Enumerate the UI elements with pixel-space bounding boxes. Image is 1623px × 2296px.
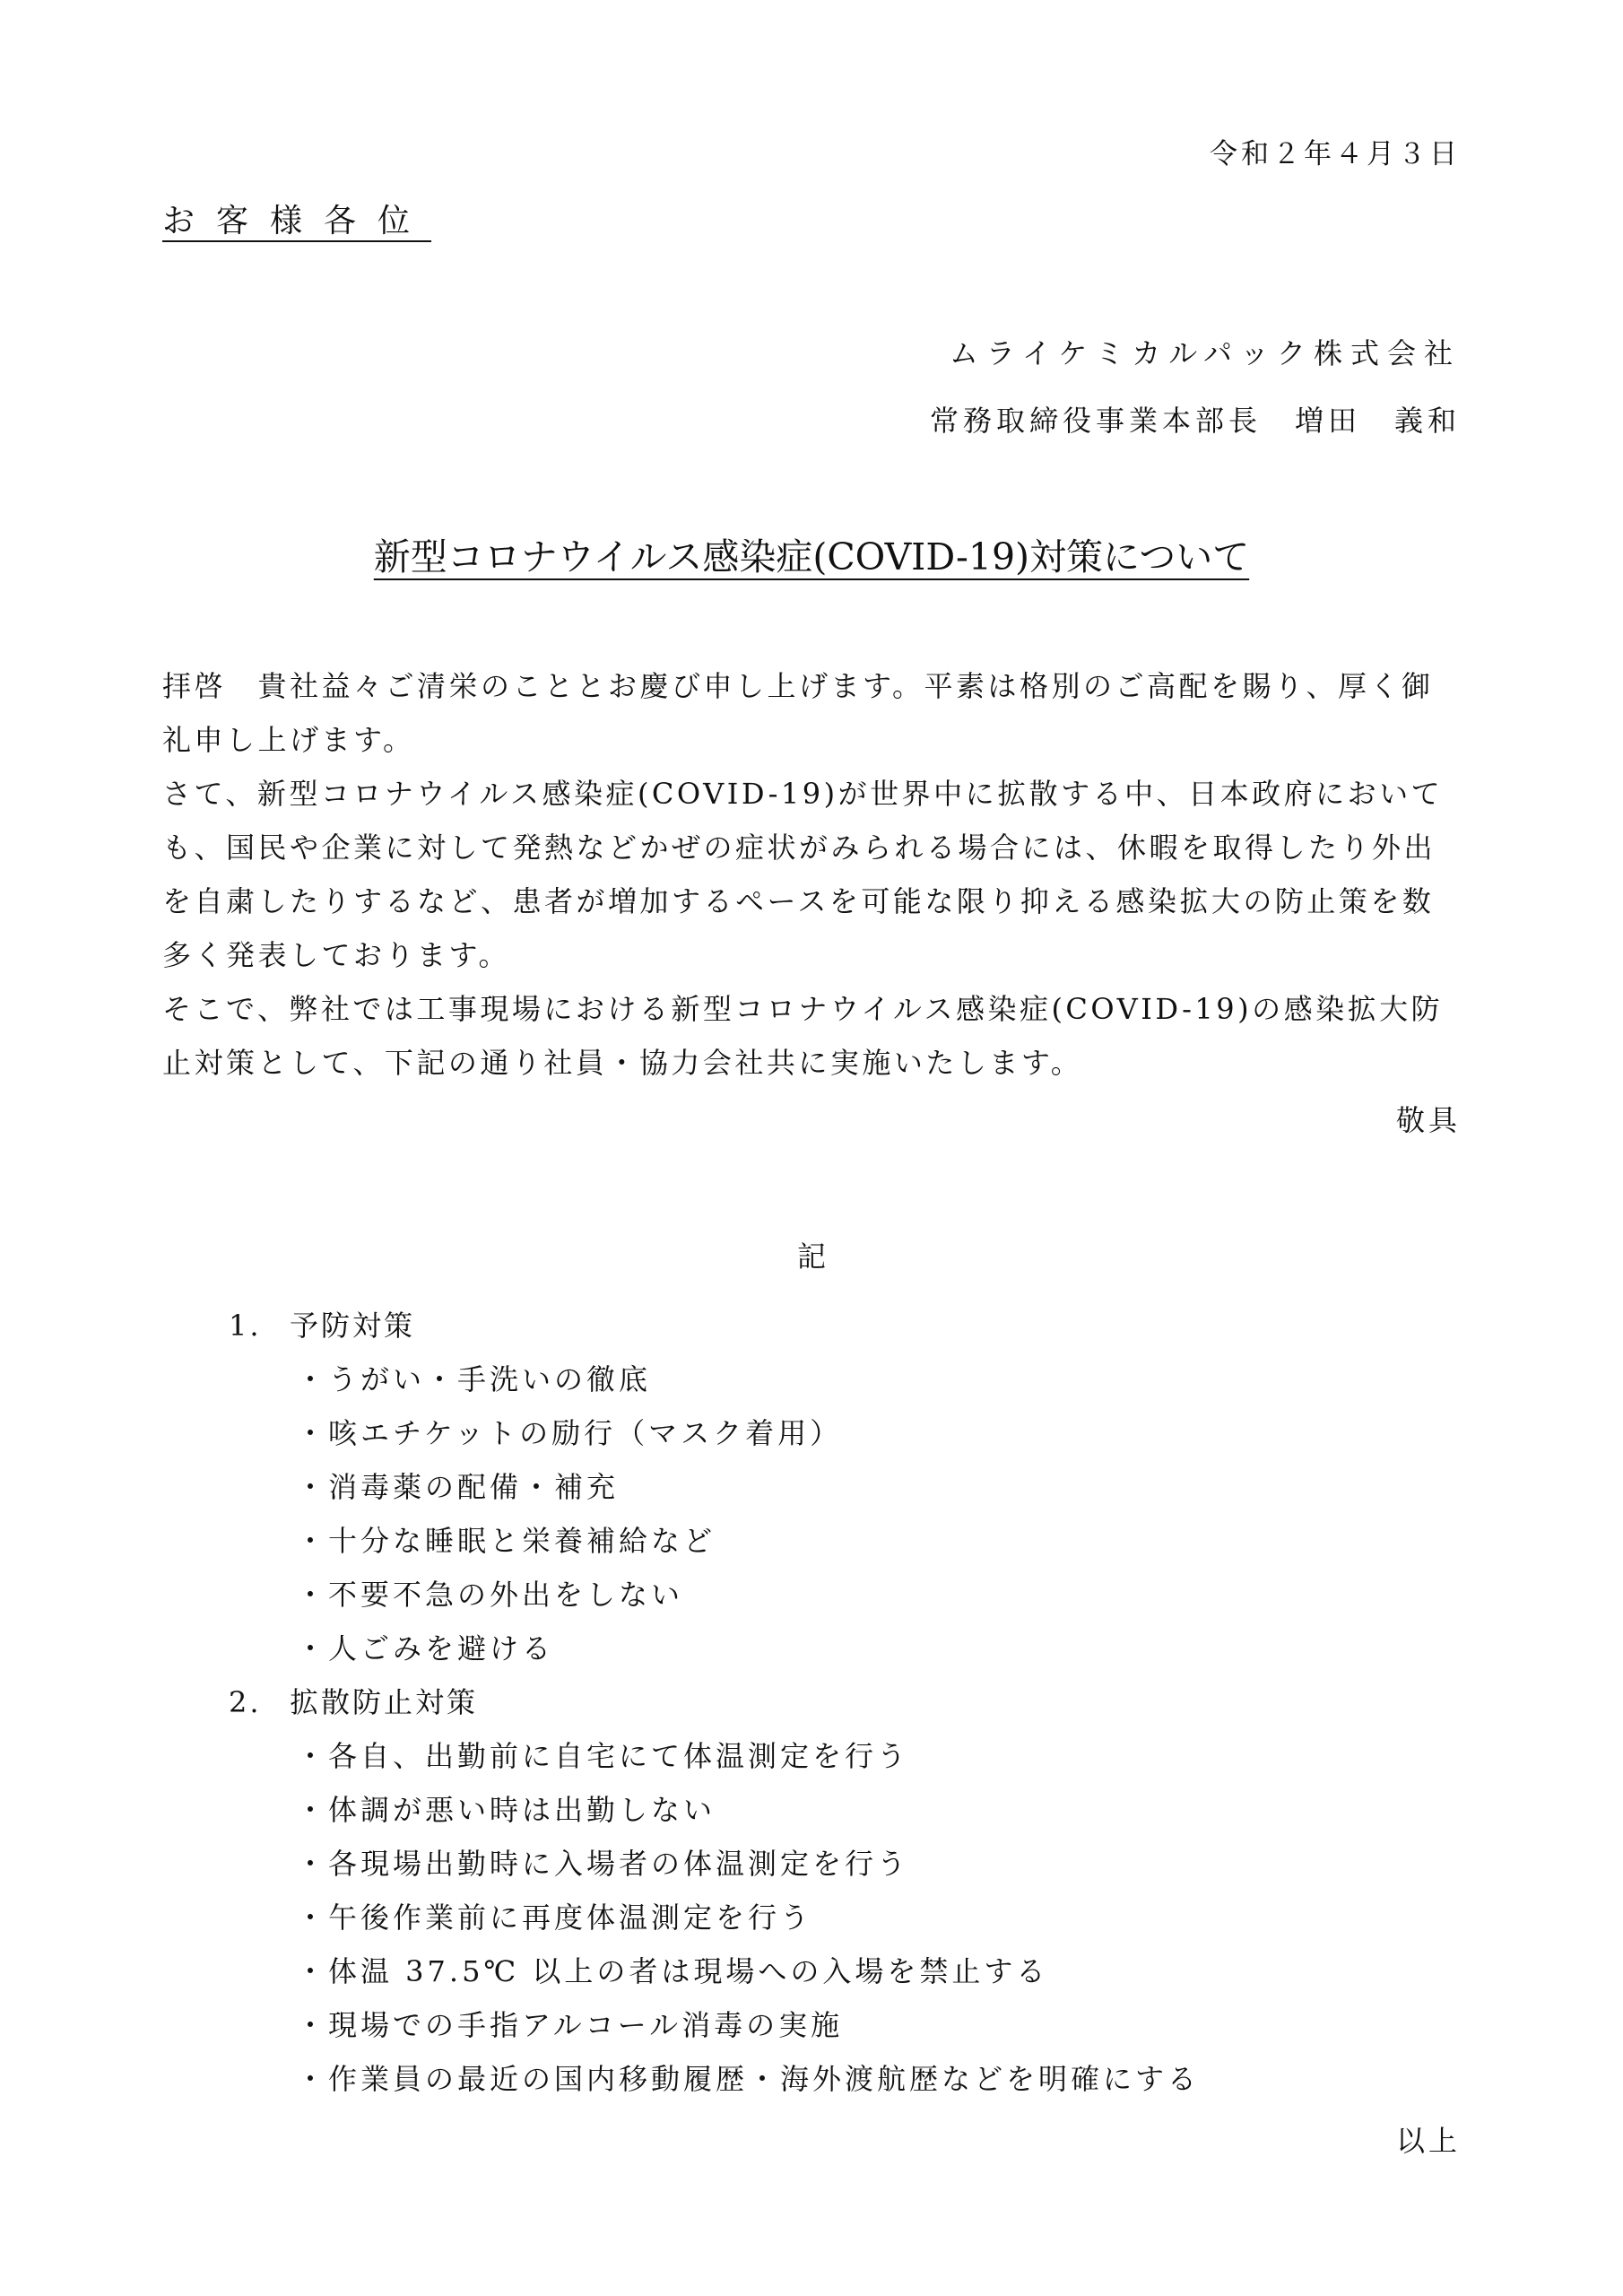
document-date: 令和２年４月３日 [1210, 138, 1461, 170]
list-item: ・咳エチケットの励行（マスク着用） [296, 1416, 843, 1450]
section-1-heading [229, 1303, 415, 1344]
document-title: 新型コロナウイルス感染症(COVID-19)対策について [373, 535, 1250, 578]
list-item: ・十分な睡眠と栄養補給など [296, 1524, 716, 1558]
ki-heading: 記 [796, 1239, 826, 1274]
list-item: ・人ごみを避ける [296, 1631, 555, 1665]
list-item: ・現場での手指アルコール消毒の実施 [296, 2008, 844, 2042]
sender-person: 常務取締役事業本部長 増田 義和 [929, 404, 1461, 438]
end-mark: 以上 [1395, 2124, 1461, 2158]
section-1-title: 予防対策 [290, 1309, 416, 1343]
list-item: ・各自、出勤前に自宅にて体温測定を行う [296, 1739, 910, 1773]
list-item: ・消毒薬の配備・補充 [296, 1470, 620, 1504]
list-item: ・体温 37.5℃ 以上の者は現場への入場を禁止する [296, 1954, 1049, 1988]
body-paragraph-2: そこで、弊社では工事現場における新型コロナウイルス感染症(COVID-19)の感染拡大防止対策として、下記の通り社員・協力会社共に実施いたします。 [162, 992, 1444, 1080]
list-item: ・作業員の最近の国内移動履歴・海外渡航歴などを明確にする [296, 2062, 1201, 2096]
list-item: ・うがい・手洗いの徹底 [296, 1362, 652, 1396]
section-2-heading [229, 1680, 478, 1721]
list-item: ・不要不急の外出をしない [296, 1578, 684, 1612]
list-item: ・午後作業前に再度体温測定を行う [296, 1900, 813, 1935]
sender-company: ムライケミカルパック株式会社 [949, 336, 1461, 370]
list-item: ・体調が悪い時は出勤しない [296, 1793, 716, 1827]
section-2-number: 2. [229, 1685, 262, 1719]
section-2-title: 拡散防止対策 [290, 1685, 479, 1719]
letter-body [162, 659, 1461, 1090]
greeting-paragraph: 拝啓 貴社益々ご清栄のこととお慶び申し上げます。平素は格別のご高配を賜り、厚く御礼申し上げます。 [162, 669, 1434, 757]
recipient-line: お客様各位 [162, 203, 432, 239]
list-item: ・各現場出勤時に入場者の体温測定を行う [296, 1847, 910, 1881]
closing-phrase: 敬具 [1395, 1103, 1461, 1137]
body-paragraph-1: さて、新型コロナウイルス感染症(COVID-19)が世界中に拡散する中、日本政府においても、国民や企業に対して発熱などかぜの症状がみられる場合には、休暇を取得したり外出を自粛したりするなど、患者が増加するペースを可能な限り抑える感染拡大の防止策を数多く発表しております。 [162, 777, 1444, 972]
section-1-number: 1. [229, 1309, 262, 1343]
